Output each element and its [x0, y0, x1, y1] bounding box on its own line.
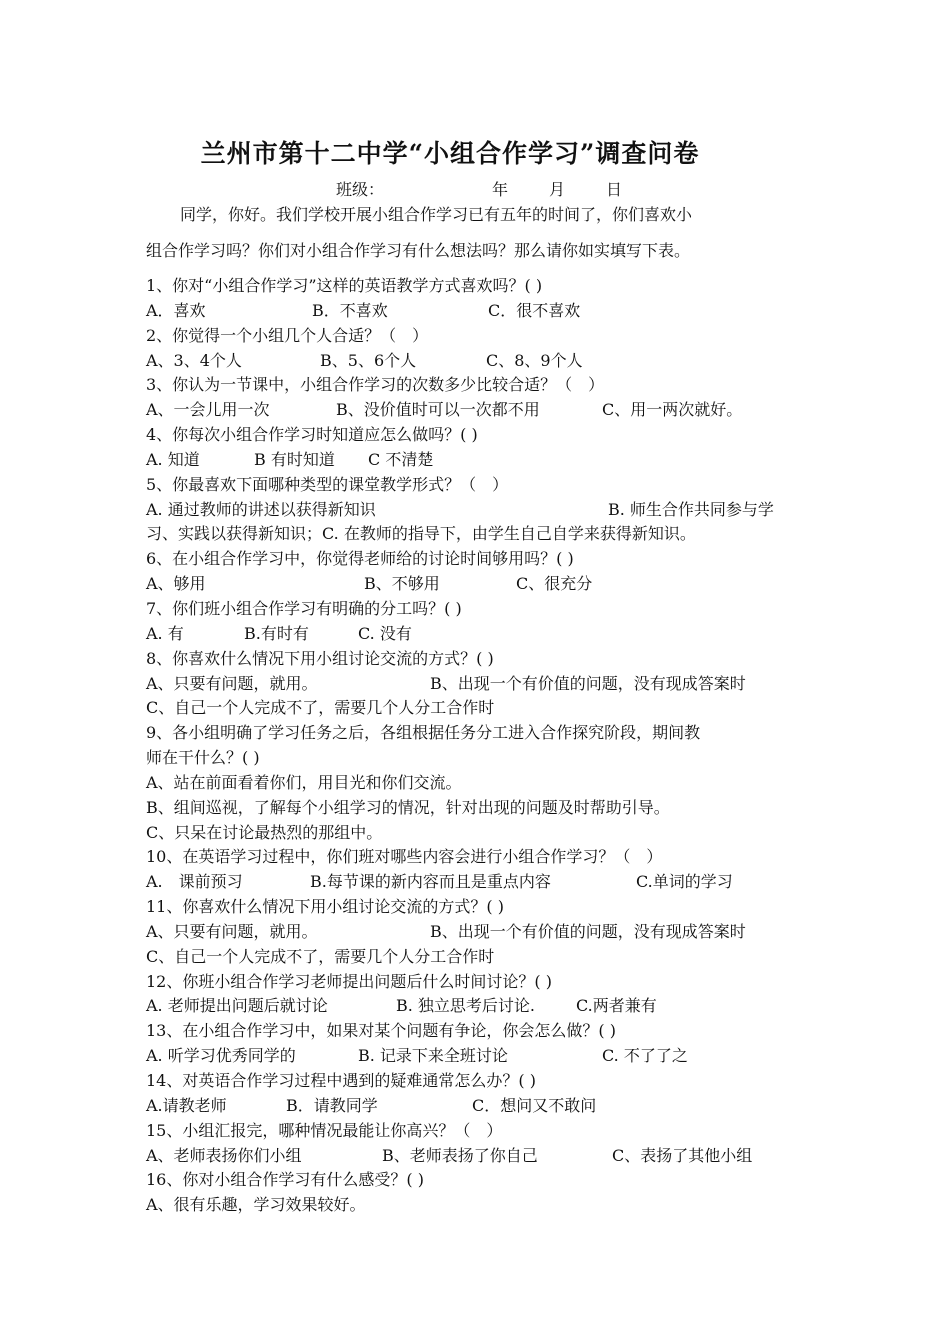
question-8-options — [146, 672, 816, 697]
question-9: 9、各小组明确了学习任务之后，各组根据任务分工进入合作探究阶段，期间教 — [146, 723, 701, 743]
option-a: A.请教老师 — [146, 1095, 227, 1115]
option-a: A、老师表扬你们小组 — [146, 1145, 302, 1165]
question-7-options — [146, 622, 816, 647]
question-9-option-a: A、站在前面看着你们，用目光和你们交流。 — [146, 772, 462, 792]
option-c: C.单词的学习 — [636, 872, 733, 892]
question-2-options — [146, 349, 816, 374]
option-a: A. 通过教师的讲述以获得新知识 — [146, 499, 376, 519]
question-3: 3、你认为一节课中，小组合作学习的次数多少比较合适？（ ） — [146, 375, 605, 395]
question-6-options — [146, 572, 816, 597]
question-1: 1、你对“小组合作学习”这样的英语教学方式喜欢吗？( ) — [146, 276, 543, 295]
option-c: C 不清楚 — [368, 449, 434, 469]
option-a: A. 老师提出问题后就讨论 — [146, 996, 328, 1016]
question-4: 4、你每次小组合作学习时知道应怎么做吗？( ) — [146, 425, 478, 445]
question-9-option-c: C、只呆在讨论最热烈的那组中。 — [146, 822, 383, 842]
option-a: A．喜欢 — [146, 300, 206, 320]
question-13-options — [146, 1044, 816, 1069]
option-b: B.每节课的新内容而且是重点内容 — [310, 872, 551, 892]
option-b: B 有时知道 — [254, 449, 335, 469]
intro-line-2: 组合作学习吗？你们对小组合作学习有什么想法吗？那么请你如实填写下表。 — [146, 241, 691, 260]
option-c: C、表扬了其他小组 — [612, 1145, 753, 1165]
year-label: 年 — [492, 180, 509, 199]
option-b: B、出现一个有价值的问题，没有现成答案时 — [430, 673, 746, 693]
question-8-option-c: C、自己一个人完成不了，需要几个人分工合作时 — [146, 698, 495, 718]
question-4-options — [146, 448, 816, 473]
option-b: B．请教同学 — [286, 1095, 378, 1115]
option-b: B.有时有 — [244, 623, 309, 643]
option-b: B、5、6个人 — [320, 350, 417, 370]
question-10-options — [146, 870, 816, 895]
option-c: C.两者兼有 — [576, 996, 657, 1016]
class-date-line — [0, 177, 950, 199]
option-c: C、用一两次就好。 — [602, 400, 743, 420]
question-13: 13、在小组合作学习中，如果对某个问题有争论，你会怎么做？( ) — [146, 1021, 616, 1041]
question-5: 5、你最喜欢下面哪种类型的课堂教学形式？（ ） — [146, 474, 509, 494]
question-12-options — [146, 994, 816, 1019]
question-11-options — [146, 920, 816, 945]
question-6: 6、在小组合作学习中，你觉得老师给的讨论时间够用吗？( ) — [146, 549, 574, 569]
option-b: B、出现一个有价值的问题，没有现成答案时 — [430, 921, 746, 941]
option-b: B. 记录下来全班讨论 — [358, 1046, 508, 1066]
question-1-options — [146, 299, 816, 324]
question-11: 11、你喜欢什么情况下用小组讨论交流的方式？( ) — [146, 897, 504, 917]
option-b: B、没价值时可以一次都不用 — [336, 400, 540, 420]
question-3-options — [146, 398, 816, 423]
option-a: A. 课前预习 — [146, 872, 243, 892]
question-9-option-b: B、组间巡视，了解每个小组学习的情况，针对出现的问题及时帮助引导。 — [146, 797, 670, 817]
question-12: 12、你班小组合作学习老师提出问题后什么时间讨论？( ) — [146, 971, 552, 991]
option-a: A、一会儿用一次 — [146, 400, 270, 420]
option-a: A、只要有问题，就用。 — [146, 921, 318, 941]
question-8: 8、你喜欢什么情况下用小组讨论交流的方式？( ) — [146, 648, 494, 668]
question-5-options — [146, 498, 816, 523]
question-11-option-c: C、自己一个人完成不了，需要几个人分工合作时 — [146, 946, 495, 966]
option-c: C、很充分 — [516, 574, 593, 594]
question-15-options — [146, 1144, 816, 1169]
option-a: A. 有 — [146, 623, 184, 643]
question-10: 10、在英语学习过程中，你们班对哪些内容会进行小组合作学习？（ ） — [146, 847, 663, 867]
option-a: A、只要有问题，就用。 — [146, 673, 318, 693]
question-7: 7、你们班小组合作学习有明确的分工吗？( ) — [146, 598, 462, 618]
option-c: C．很不喜欢 — [488, 300, 581, 320]
option-a: A. 听学习优秀同学的 — [146, 1046, 296, 1066]
option-b: B. 独立思考后讨论. — [396, 996, 536, 1016]
option-a: A. 知道 — [146, 449, 200, 469]
option-c: C. 没有 — [358, 623, 412, 643]
option-b: B、老师表扬了你自己 — [382, 1145, 538, 1165]
question-14-options — [146, 1094, 816, 1119]
option-c: C．想问又不敢问 — [472, 1095, 597, 1115]
question-16-option-a: A、很有乐趣，学习效果较好。 — [146, 1195, 366, 1215]
option-b: B. 师生合作共同参与学 — [608, 499, 774, 519]
option-c: C、8、9个人 — [486, 350, 583, 370]
question-2: 2、你觉得一个小组几个人合适？（ ） — [146, 325, 429, 345]
class-label: 班级： — [336, 180, 385, 199]
page-title: 兰州市第十二中学“小组合作学习”调查问卷 — [200, 139, 700, 168]
question-16: 16、你对小组合作学习有什么感受？( ) — [146, 1170, 424, 1190]
day-label: 日 — [606, 180, 623, 199]
month-label: 月 — [549, 180, 566, 199]
question-14: 14、对英语合作学习过程中遇到的疑难通常怎么办？( ) — [146, 1071, 536, 1090]
question-9-cont: 师在干什么？( ) — [146, 748, 260, 768]
intro-line-1: 同学，你好。我们学校开展小组合作学习已有五年的时间了，你们喜欢小 — [180, 205, 693, 224]
option-b: B、不够用 — [364, 574, 440, 594]
question-15: 15、小组汇报完，哪种情况最能让你高兴？（ ） — [146, 1120, 503, 1140]
option-a: A、够用 — [146, 574, 206, 594]
option-b: B．不喜欢 — [312, 300, 388, 320]
option-c: C. 不了了之 — [602, 1046, 688, 1066]
question-list — [146, 274, 816, 1218]
option-a: A、3、4个人 — [146, 350, 242, 370]
question-5-options-cont: 习、实践以获得新知识；C. 在教师的指导下，由学生自己自学来获得新知识。 — [146, 524, 696, 544]
